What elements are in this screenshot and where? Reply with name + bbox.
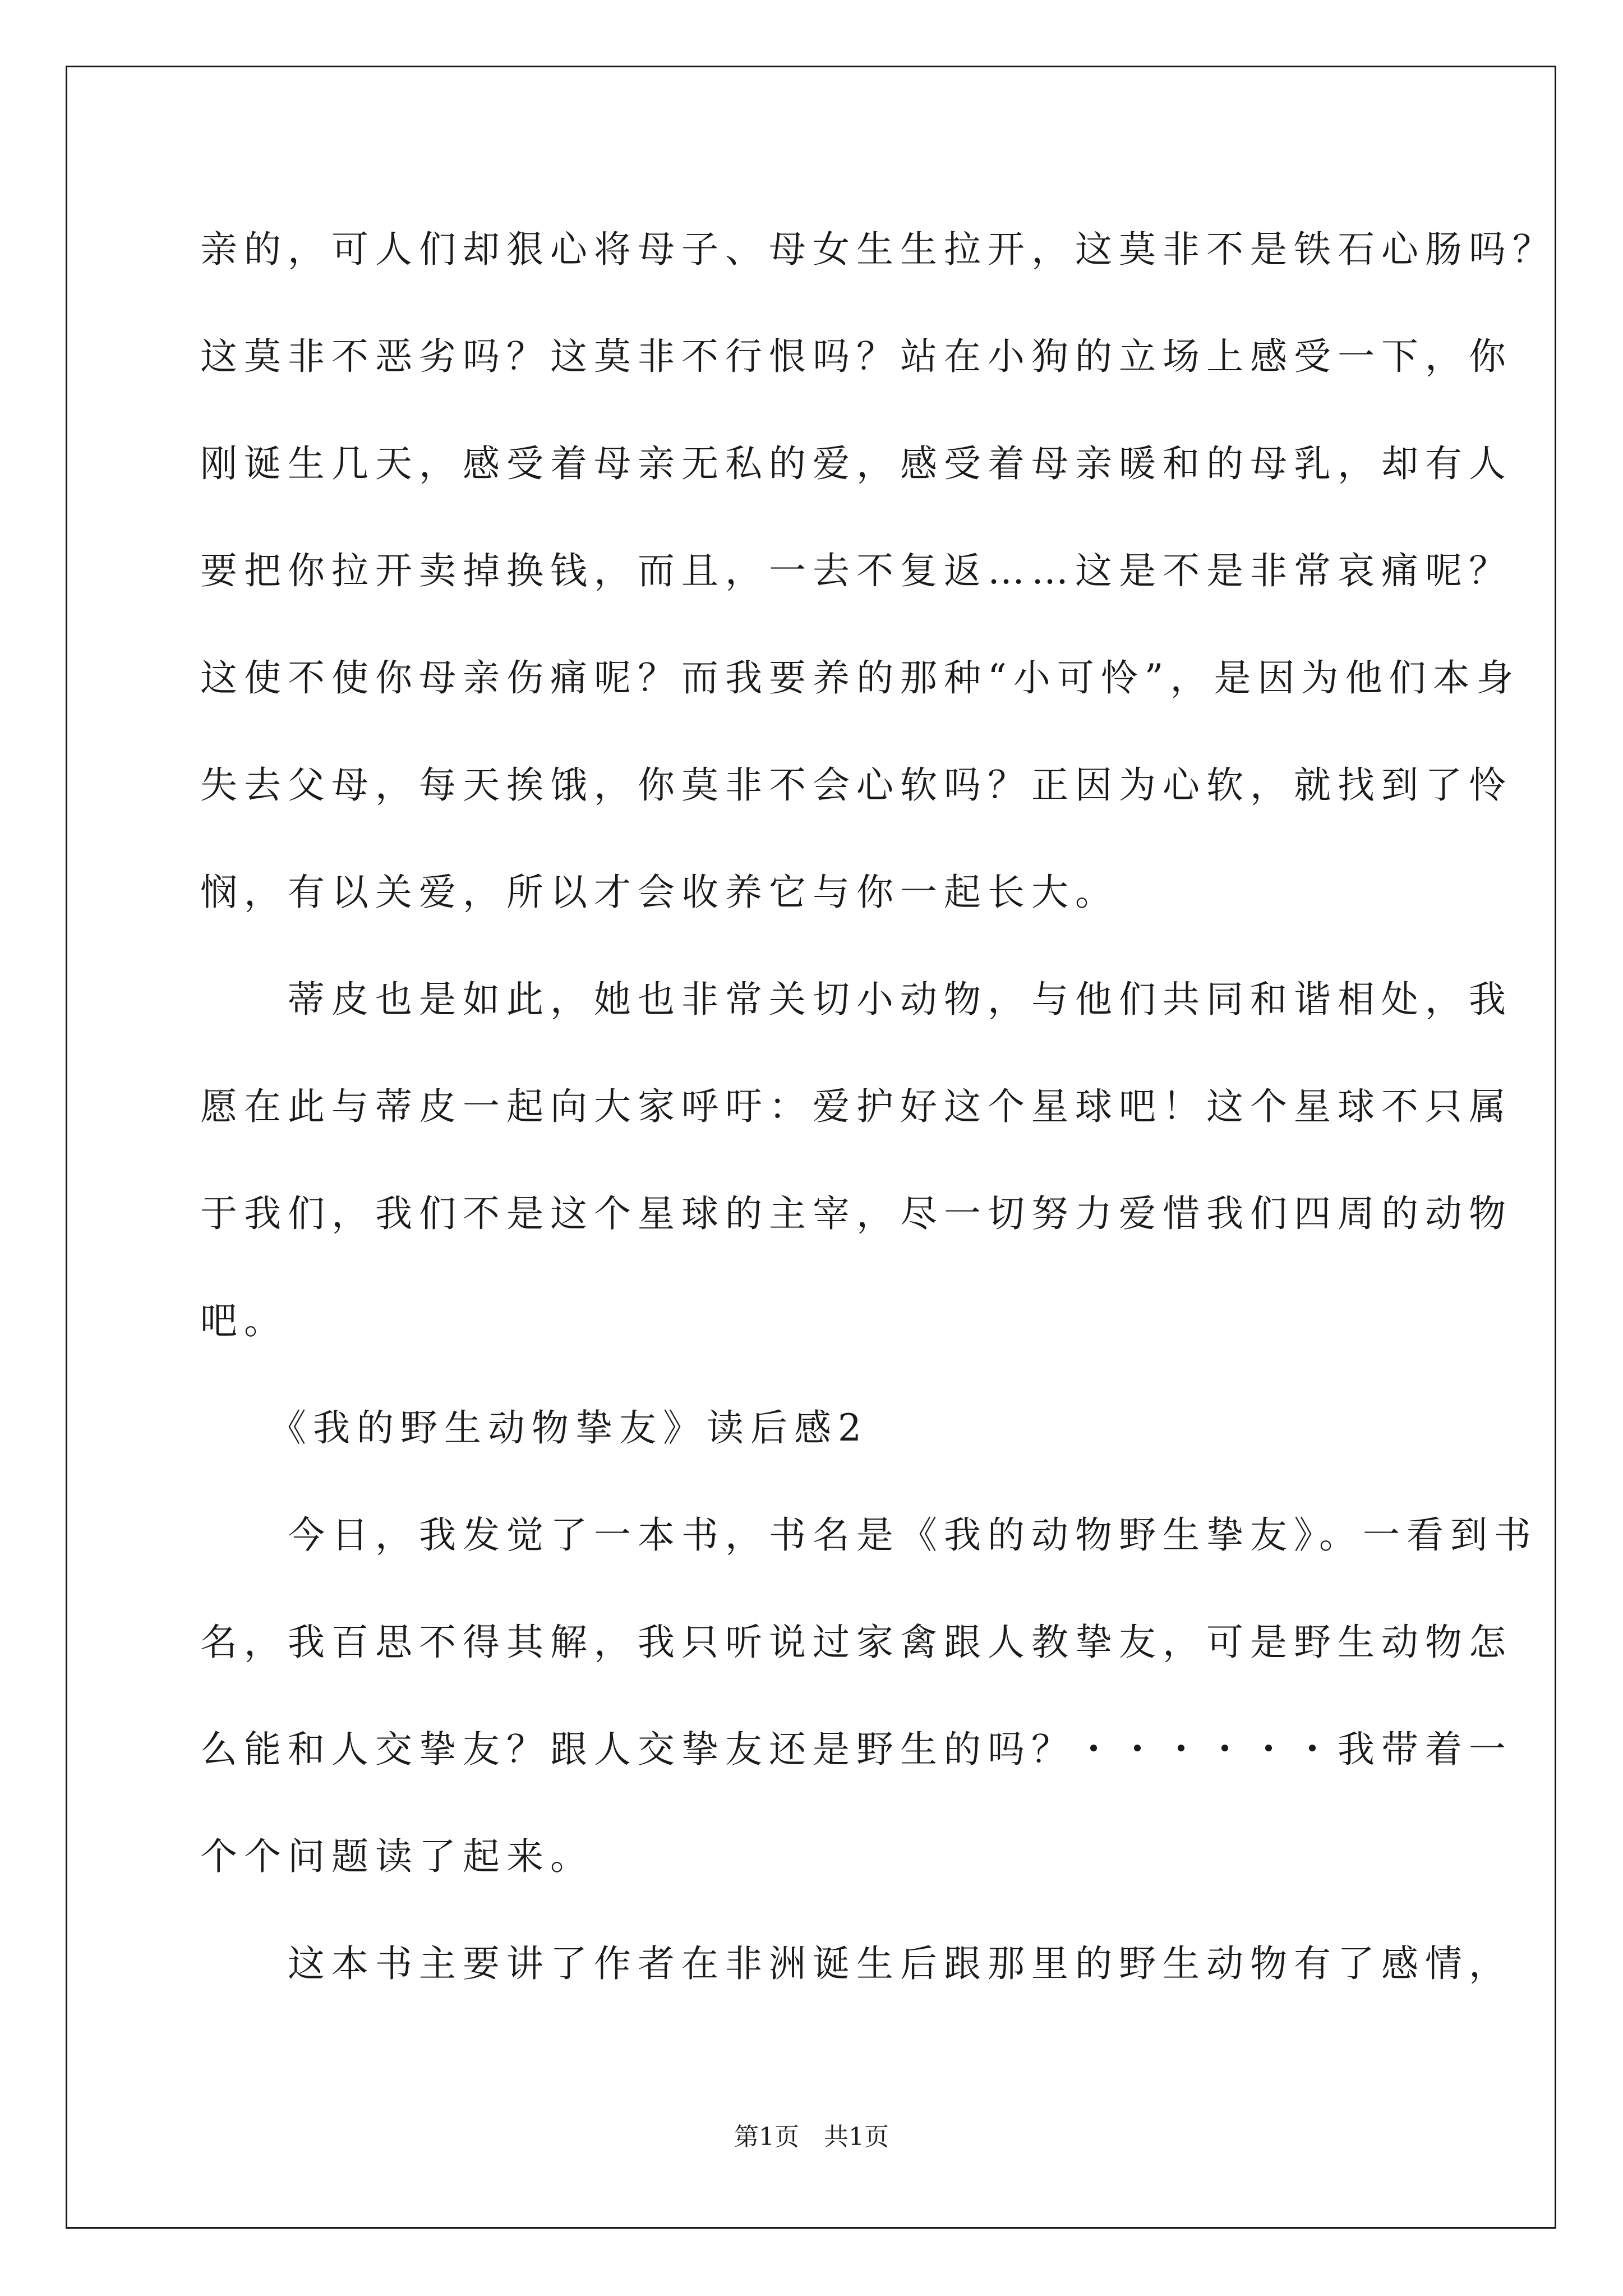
text-line: 么能和人交挚友？跟人交挚友还是野生的吗？・・・・・・我带着一 [200,1728,1513,1771]
text-line: 要把你拉开卖掉换钱，而且，一去不复返……这是不是非常哀痛呢？ [200,549,1513,592]
text-line: 今日，我发觉了一本书，书名是《我的动物野生挚友》。一看到书 [200,1513,1538,1557]
text-line: 失去父母，每天挨饿，你莫非不会心软吗？正因为心软，就找到了怜 [200,763,1513,807]
text-line: 吧。 [200,1299,288,1342]
text-line: 蒂皮也是如此，她也非常关切小动物，与他们共同和谐相处，我 [200,978,1513,1021]
text-line: 愿在此与蒂皮一起向大家呼吁：爱护好这个星球吧！这个星球不只属 [200,1085,1513,1128]
text-line: 这本书主要讲了作者在非洲诞生后跟那里的野生动物有了感情， [200,1942,1513,1985]
text-line: 刚诞生几天，感受着母亲无私的爱，感受着母亲暖和的母乳，却有人 [200,442,1513,485]
text-line: 于我们，我们不是这个星球的主宰，尽一切努力爱惜我们四周的动物 [200,1192,1513,1235]
text-line: 名，我百思不得其解，我只听说过家禽跟人教挚友，可是野生动物怎 [200,1621,1513,1664]
text-line: 悯，有以关爱，所以才会收养它与你一起长大。 [200,871,1119,914]
text-line: 这使不使你母亲伤痛呢？而我要养的那种“小可怜”，是因为他们本身 [200,656,1520,700]
page-number-footer: 第1页 共1页 [734,2123,889,2151]
page-border [66,66,1556,2229]
text-line: 这莫非不恶劣吗？这莫非不行恨吗？站在小狗的立场上感受一下，你 [200,335,1513,378]
section-heading: 《我的野生动物挚友》读后感2 [200,1406,868,1450]
text-line: 亲的，可人们却狠心将母子、母女生生拉开，这莫非不是铁石心肠吗？ [200,228,1556,271]
text-line: 个个问题读了起来。 [200,1835,594,1878]
